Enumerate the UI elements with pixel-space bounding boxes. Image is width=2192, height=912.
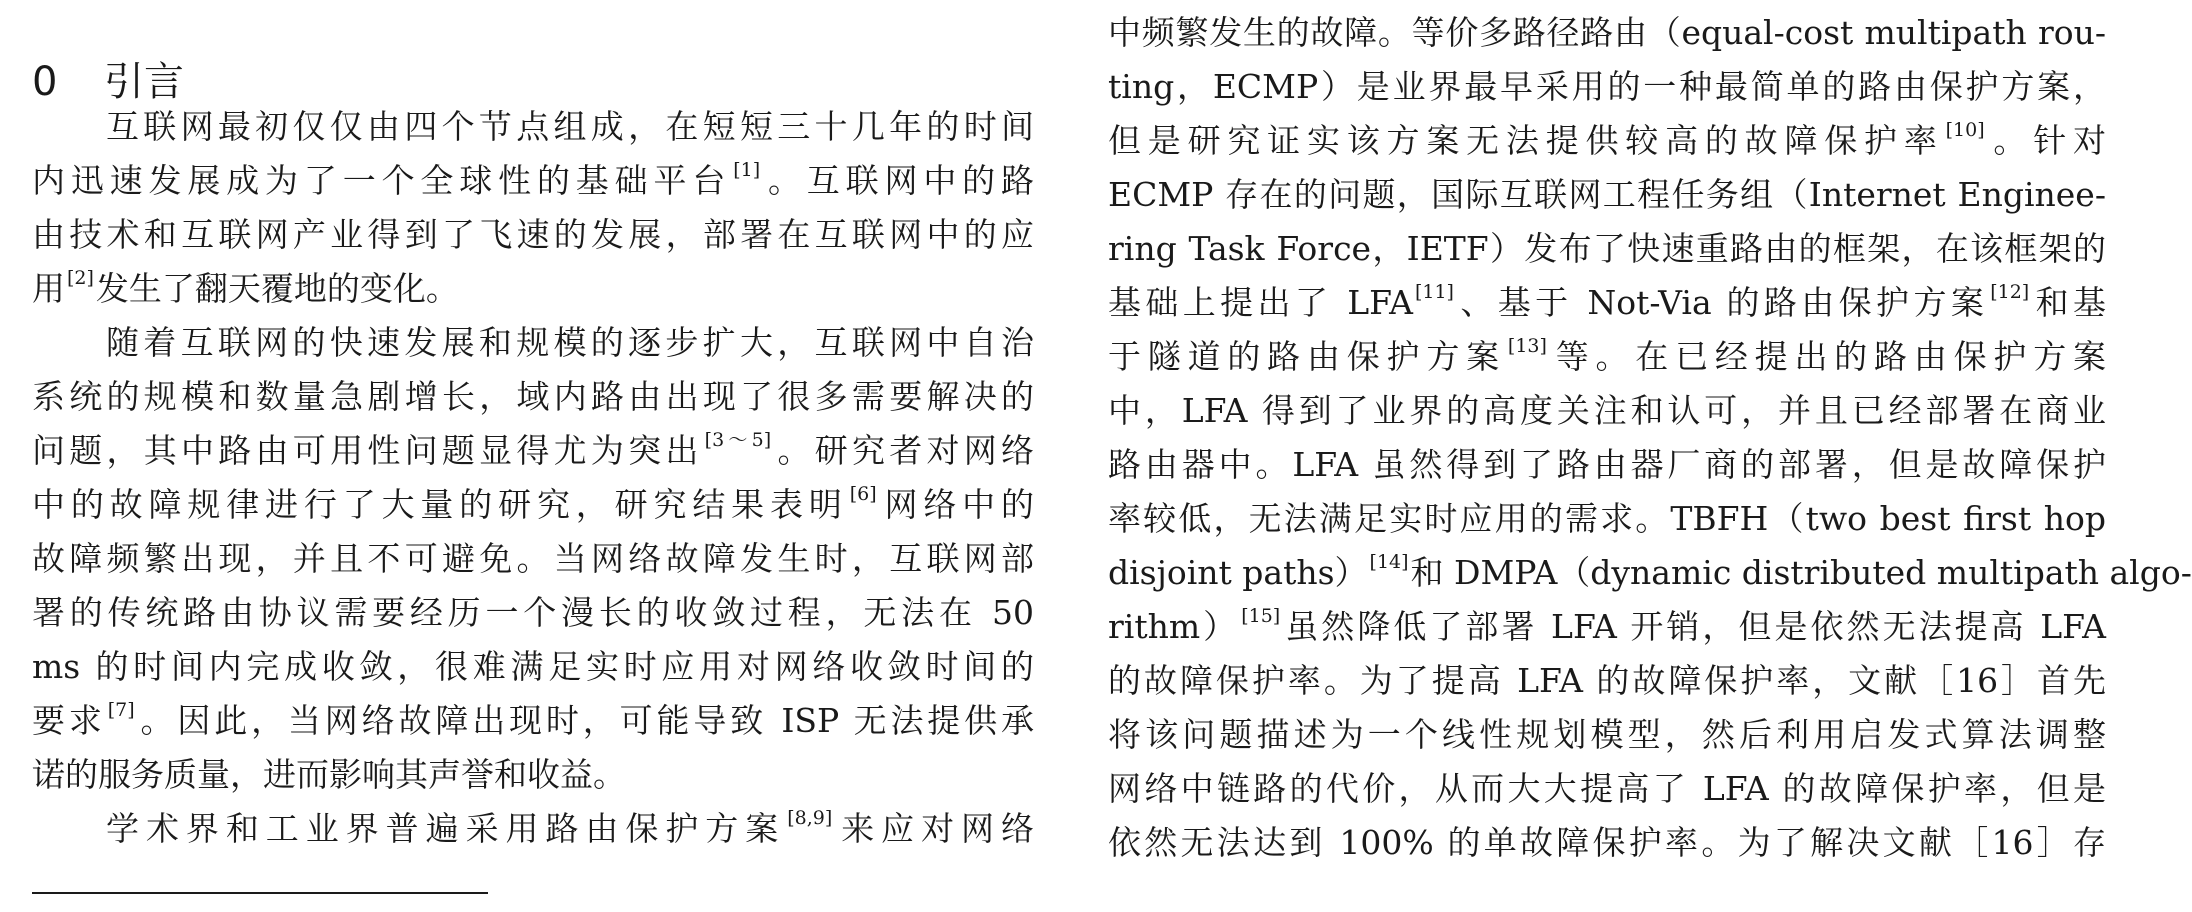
text-run: 的故障保护率。为了提高 LFA 的故障保护率，文献［16］首先 (1108, 661, 2106, 700)
text-line (32, 262, 1034, 316)
text-run: ting，ECMP）是业界最早采用的一种最简单的路由保护方案， (1108, 67, 2106, 106)
text-line (32, 748, 1034, 802)
citation-ref: [3～5] (704, 429, 772, 451)
text-run: rithm） (1108, 607, 1240, 646)
citation-ref: [2] (67, 267, 94, 289)
text-run: 。因此，当网络故障出现时，可能导致 ISP 无法提供承 (136, 701, 1035, 740)
citation-ref: [7] (107, 699, 135, 721)
text-line (1108, 600, 2106, 654)
text-run: 率较低，无法满足实时应用的需求。TBFH（two best first hop (1108, 499, 2106, 538)
text-line (1108, 492, 2106, 546)
citation-ref: [10] (1945, 119, 1985, 141)
section-number: 0 (32, 59, 58, 105)
citation-ref: [1] (733, 159, 761, 181)
text-line (1108, 384, 2106, 438)
text-run: 中的故障规律进行了大量的研究，研究结果表明 (32, 485, 848, 524)
section-title: 引言 (104, 59, 184, 105)
text-line (1108, 168, 2106, 222)
text-line (1108, 276, 2106, 330)
text-line (32, 532, 1034, 586)
citation-ref: [8,9] (787, 807, 833, 829)
text-run: 等。在已经提出的路由保护方案 (1548, 337, 2107, 376)
text-run: 、基于 Not-Via 的路由保护方案 (1455, 283, 1989, 322)
text-run: 发生了翻天覆地的变化。 (95, 269, 459, 308)
text-line (32, 208, 1034, 262)
citation-ref: [11] (1414, 281, 1454, 303)
citation-ref: [13] (1507, 335, 1547, 357)
text-run: 故障频繁出现，并且不可避免。当网络故障发生时，互联网部 (32, 539, 1034, 578)
text-line (32, 478, 1034, 532)
text-run: 将该问题描述为一个线性规划模型，然后利用启发式算法调整 (1108, 715, 2106, 754)
citation-ref: [6] (849, 483, 877, 505)
text-line (1108, 222, 2106, 276)
text-run: 中频繁发生的故障。等价多路径路由（equal-cost multipath rou- (1108, 13, 2106, 52)
text-line (1108, 438, 2106, 492)
text-run: 诺的服务质量，进而影响其声誉和收益。 (32, 755, 626, 794)
text-run: 网络中链路的代价，从而大大提高了 LFA 的故障保护率，但是 (1108, 769, 2106, 808)
text-line (1108, 762, 2106, 816)
text-line (32, 154, 1034, 208)
text-run: 由技术和互联网产业得到了飞速的发展，部署在互联网中的应 (32, 215, 1034, 254)
text-run: ms 的时间内完成收敛，很难满足实时应用对网络收敛时间的 (32, 647, 1034, 686)
footnote-divider (32, 892, 488, 894)
text-run: 和基 (2031, 283, 2107, 322)
text-run: 学术界和工业界普遍采用路由保护方案 (106, 809, 786, 848)
text-line (1108, 6, 2106, 60)
text-line (1108, 816, 2106, 870)
text-run: ring Task Force，IETF）发布了快速重路由的框架，在该框架的 (1108, 229, 2106, 268)
text-line (1108, 654, 2106, 708)
text-run: 系统的规模和数量急剧增长，域内路由出现了很多需要解决的 (32, 377, 1034, 416)
text-line (1108, 708, 2106, 762)
text-line (1108, 60, 2106, 114)
text-run: 。互联网中的路 (762, 161, 1035, 200)
text-run: 虽然降低了部署 LFA 开销，但是依然无法提高 LFA (1282, 607, 2106, 646)
text-line (32, 100, 1034, 154)
text-run: 但是研究证实该方案无法提供较高的故障保护率 (1108, 121, 1944, 160)
text-run: 署的传统路由协议需要经历一个漫长的收敛过程，无法在 50 (32, 593, 1034, 632)
text-line (32, 370, 1034, 424)
text-run: 用 (32, 269, 65, 308)
text-run: 要求 (32, 701, 106, 740)
text-line (1108, 546, 2192, 600)
text-line (32, 802, 1034, 856)
text-line (1108, 330, 2106, 384)
text-line (32, 424, 1034, 478)
text-run: 中，LFA 得到了业界的高度关注和认可，并且已经部署在商业 (1108, 391, 2106, 430)
text-line (32, 694, 1034, 748)
text-run: 路由器中。LFA 虽然得到了路由器厂商的部署，但是故障保护 (1108, 445, 2106, 484)
text-line (32, 586, 1034, 640)
text-run: 。针对 (1986, 121, 2107, 160)
text-run: 随着互联网的快速发展和规模的逐步扩大，互联网中自治 (106, 323, 1034, 362)
text-line (1108, 114, 2106, 168)
text-run: 于隧道的路由保护方案 (1108, 337, 1506, 376)
text-line (32, 316, 1034, 370)
text-run: 内迅速发展成为了一个全球性的基础平台 (32, 161, 732, 200)
citation-ref: [15] (1241, 605, 1281, 627)
text-run: 基础上提出了 LFA (1108, 283, 1413, 322)
text-line (32, 640, 1034, 694)
text-run: 和 DMPA（dynamic distributed multipath algo- (1410, 553, 2192, 592)
text-run: 来应对网络 (834, 809, 1035, 848)
text-run: 网络中的 (878, 485, 1035, 524)
text-run: 问题，其中路由可用性问题显得尤为突出 (32, 431, 703, 470)
text-run: ECMP 存在的问题，国际互联网工程任务组（Internet Enginee- (1108, 175, 2106, 214)
text-run: 互联网最初仅仅由四个节点组成，在短短三十几年的时间 (106, 107, 1034, 146)
citation-ref: [14] (1369, 551, 1409, 573)
text-run: 依然无法达到 100% 的单故障保护率。为了解决文献［16］存 (1108, 823, 2106, 862)
citation-ref: [12] (1990, 281, 2030, 303)
text-run: disjoint paths） (1108, 553, 1368, 592)
text-run: 。研究者对网络 (773, 431, 1034, 470)
